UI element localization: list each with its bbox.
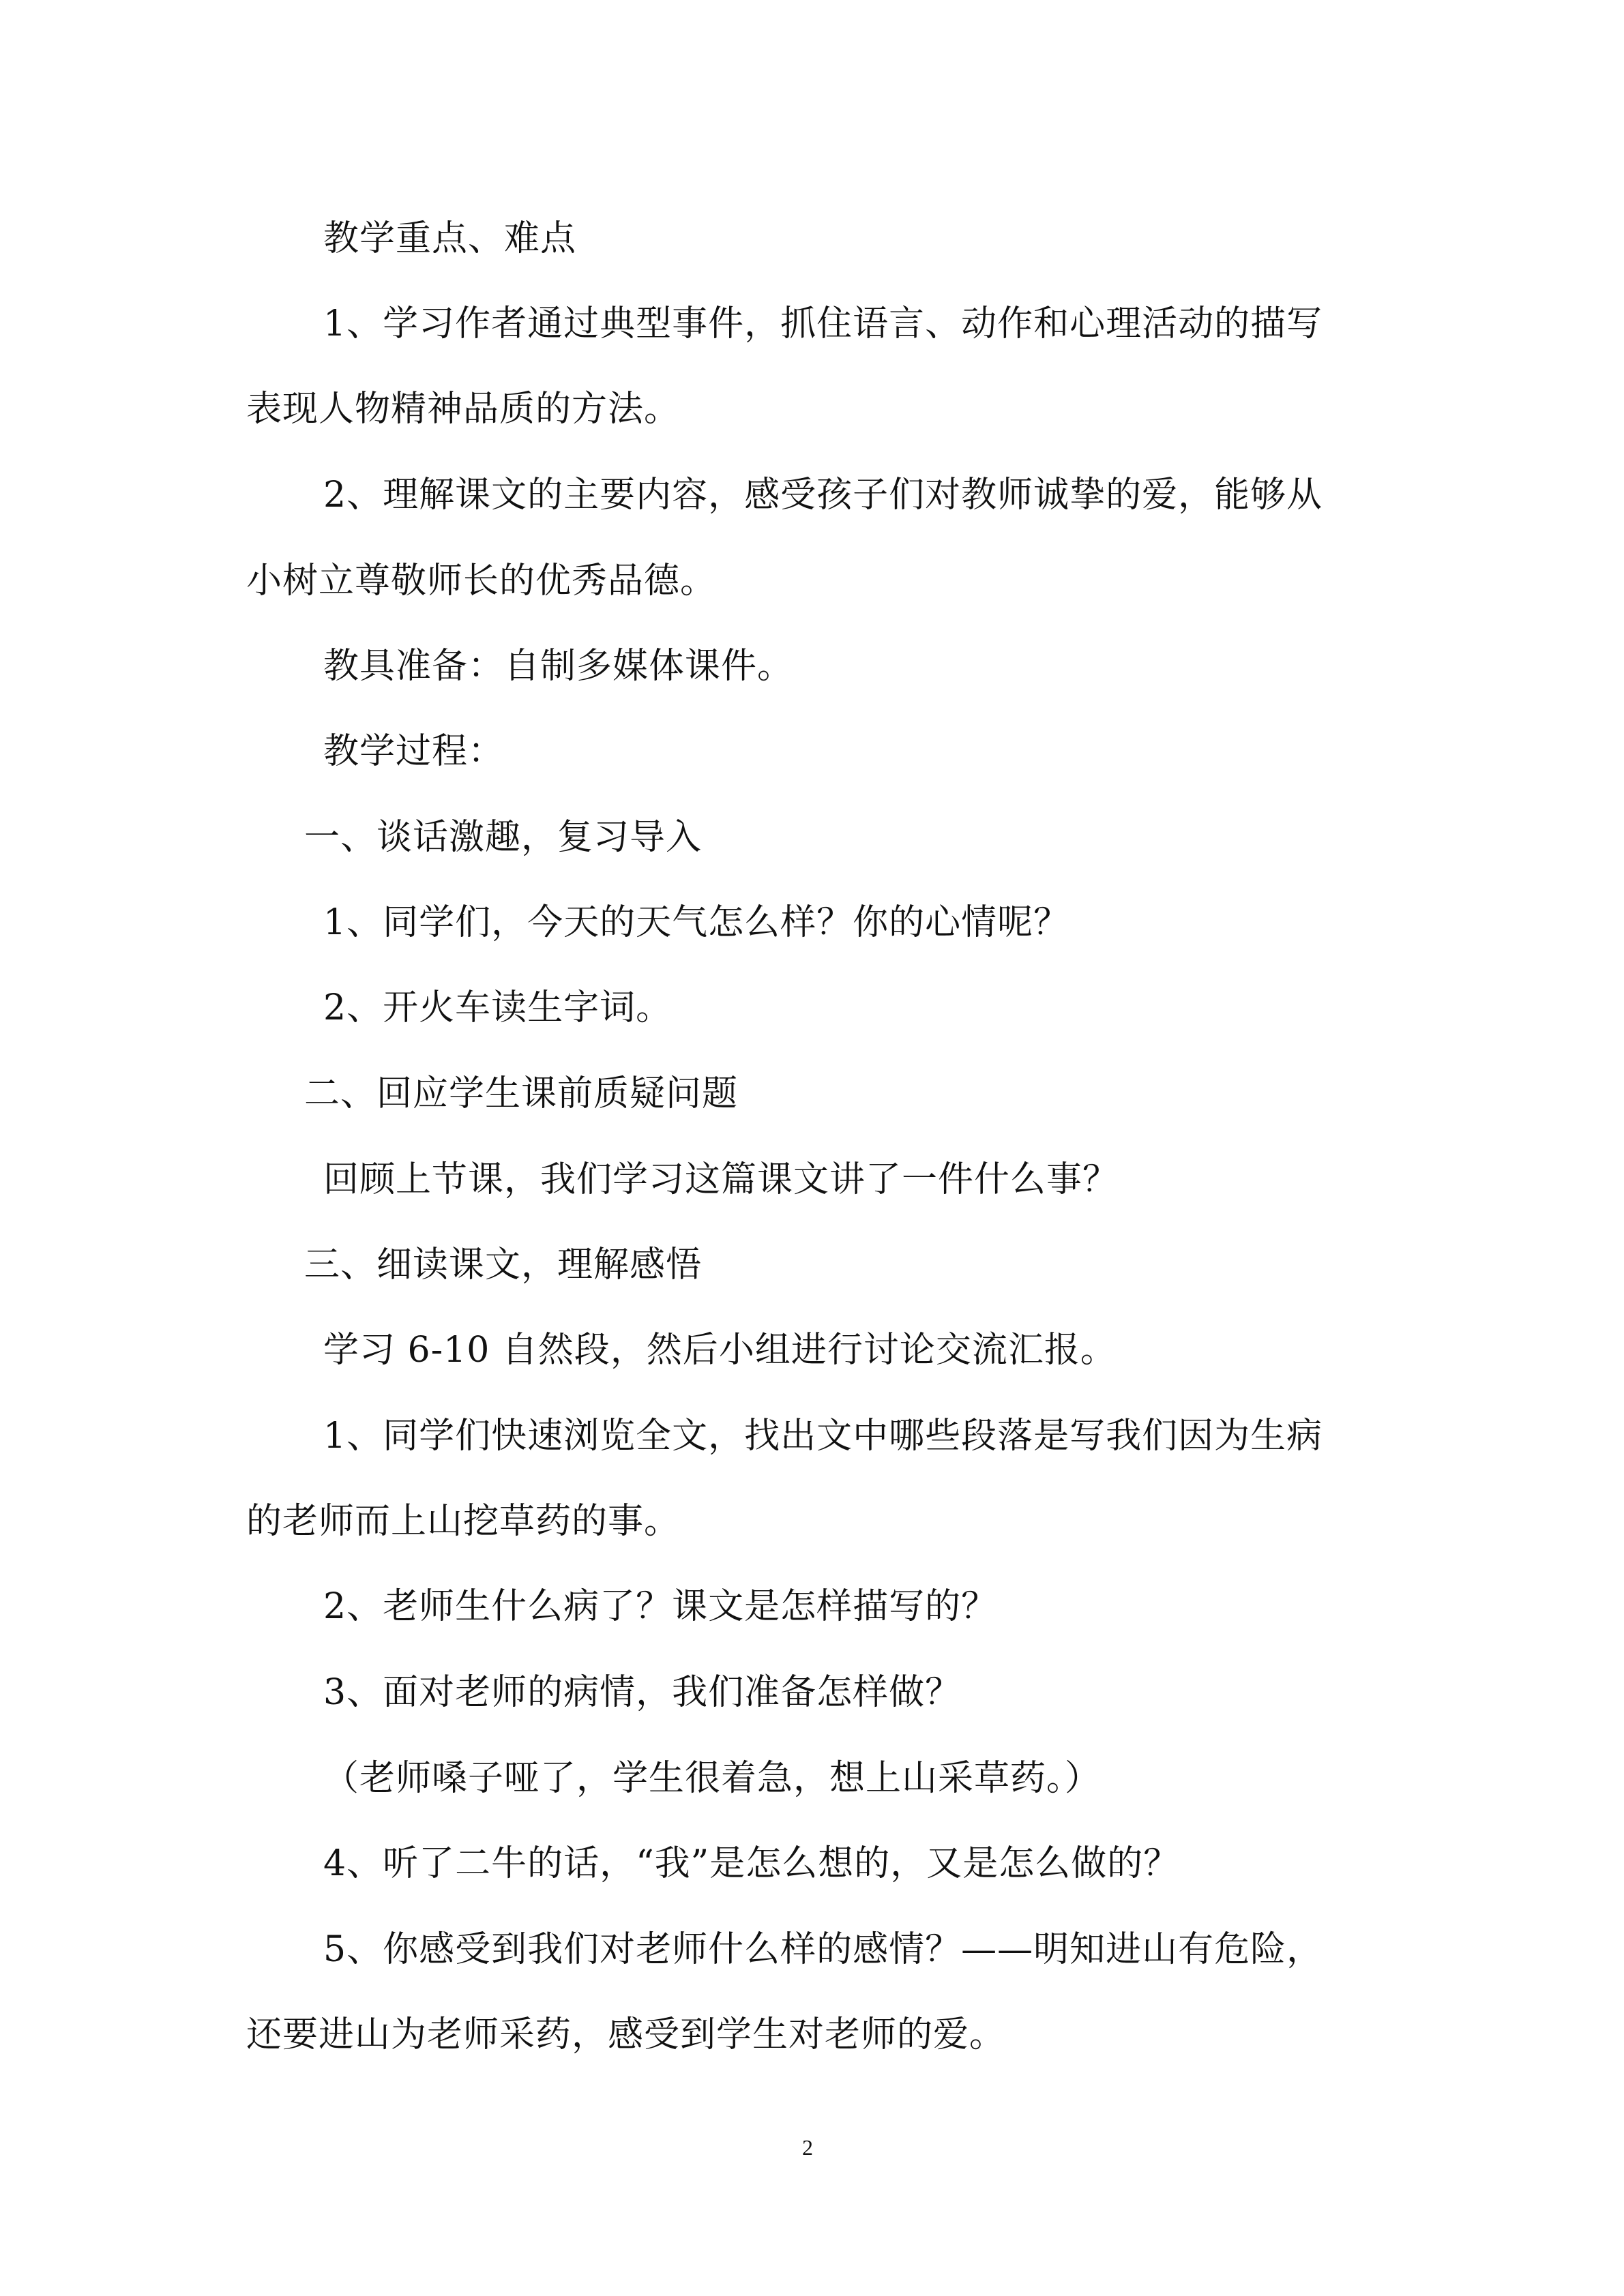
page-number: 2 <box>802 2135 813 2160</box>
text-line: 1、学习作者通过典型事件，抓住语言、动作和心理活动的描写 <box>323 303 1323 344</box>
text-line: 学习 6-10 自然段，然后小组进行讨论交流汇报。 <box>323 1330 1117 1371</box>
text-line: 一、谈话激趣，复习导入 <box>304 817 703 858</box>
text-line: 2、老师生什么病了？课文是怎样描写的？ <box>323 1586 998 1627</box>
text-line: 教学重点、难点 <box>323 218 577 259</box>
text-line: 2、开火车读生字词。 <box>323 987 673 1028</box>
text-line: （老师嗓子哑了，学生很着急，想上山采草药。） <box>323 1758 1102 1799</box>
text-line: 的老师而上山挖草药的事。 <box>246 1501 681 1542</box>
text-line: 还要进山为老师采药，感受到学生对老师的爱。 <box>246 2014 1006 2055</box>
text-line: 教具准备：自制多媒体课件。 <box>323 646 794 687</box>
text-line: 回顾上节课，我们学习这篇课文讲了一件什么事？ <box>323 1159 1119 1200</box>
text-line: 小树立尊敬师长的优秀品德。 <box>246 561 717 601</box>
text-line: 表现人物精神品质的方法。 <box>246 389 681 430</box>
text-line: 4、听了二牛的话，“我”是怎么想的，又是怎么做的？ <box>323 1843 1180 1884</box>
text-line: 教学过程： <box>323 731 505 772</box>
text-line: 5、你感受到我们对老师什么样的感情？——明知进山有危险， <box>323 1929 1323 1970</box>
text-line: 3、面对老师的病情，我们准备怎样做？ <box>323 1672 962 1713</box>
text-line: 2、理解课文的主要内容，感受孩子们对教师诚挚的爱，能够从 <box>323 475 1323 516</box>
text-line: 三、细读课文，理解感悟 <box>304 1244 703 1285</box>
text-line: 1、同学们快速浏览全文，找出文中哪些段落是写我们因为生病 <box>323 1416 1323 1457</box>
text-line: 二、回应学生课前质疑问题 <box>304 1073 739 1114</box>
text-line: 1、同学们，今天的天气怎么样？你的心情呢？ <box>323 902 1070 943</box>
